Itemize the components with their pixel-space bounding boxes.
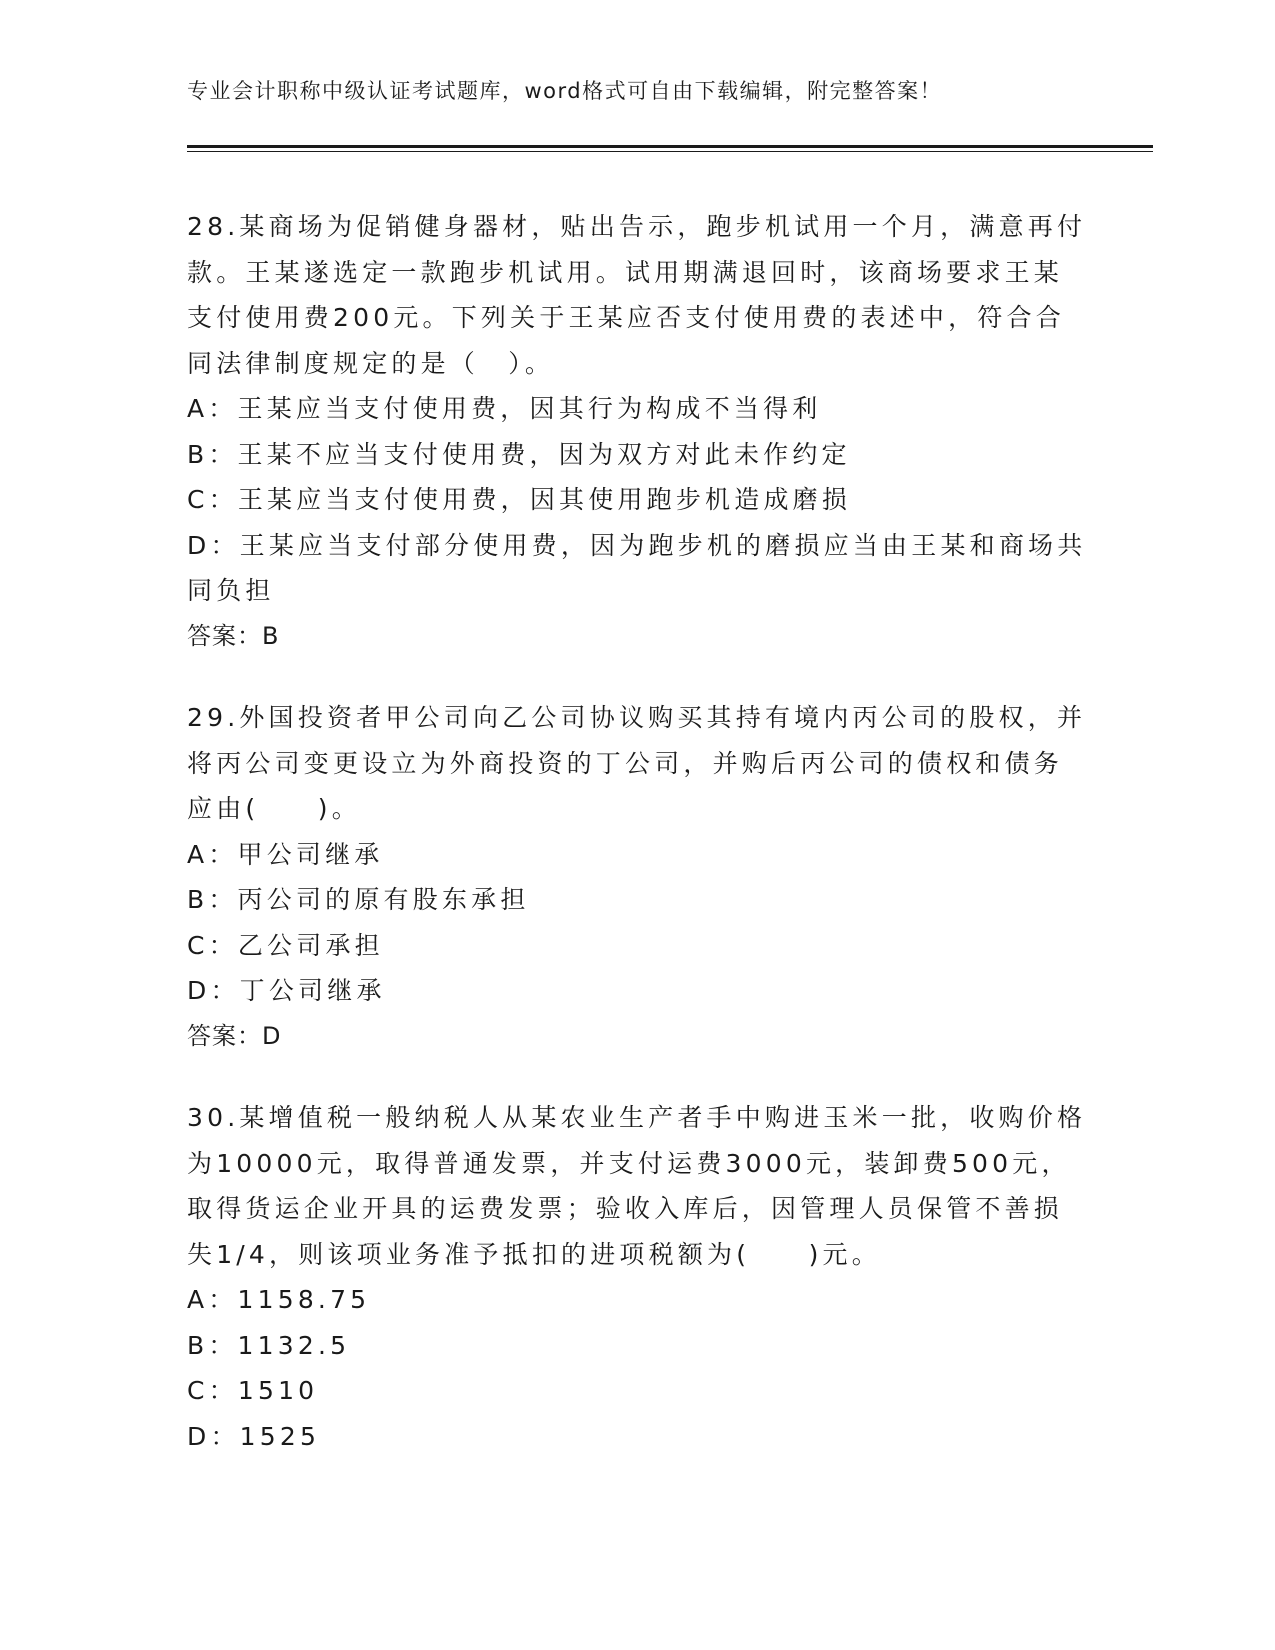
- question-stem: 29.外国投资者甲公司向乙公司协议购买其持有境内丙公司的股权，并将丙公司变更设立为外商投资的丁公司，并购后丙公司的债权和债务应由( )。: [187, 703, 1087, 823]
- option-b: B：丙公司的原有股东承担: [187, 885, 530, 914]
- answer: 答案：B: [187, 621, 280, 650]
- option-d: D：丁公司继承: [187, 976, 386, 1005]
- option-a: A：王某应当支付使用费，因其行为构成不当得利: [187, 394, 822, 423]
- option-c: C：王某应当支付使用费，因其使用跑步机造成磨损: [187, 485, 852, 514]
- question-list: [187, 204, 1087, 1495]
- option-c: C：乙公司承担: [187, 930, 384, 960]
- option-d: D：1525: [187, 1421, 321, 1451]
- answer: 答案：D: [187, 1021, 282, 1050]
- question-stem: 30.某增值税一般纳税人从某农业生产者手中购进玉米一批，收购价格为10000元，取得普通发票，并支付运费3000元，装卸费500元，取得货运企业开具的运费发票；验收入库后，因管理人员保管不善损失1/4，则该项业务准予抵扣的进项税额为( )元。: [187, 1103, 1087, 1269]
- document-header: 专业会计职称中级认证考试题库，word格式可自由下载编辑，附完整答案！: [187, 79, 943, 103]
- question-28: [187, 204, 1087, 659]
- header-divider-thin: [187, 151, 1153, 152]
- option-b: B：王某不应当支付使用费，因为双方对此未作约定: [187, 439, 851, 469]
- option-d: D：王某应当支付部分使用费，因为跑步机的磨损应当由王某和商场共同负担: [187, 530, 1087, 605]
- header-divider-thick: [187, 145, 1153, 148]
- question-30: [187, 1095, 1087, 1459]
- option-c: C：1510: [187, 1376, 319, 1405]
- option-a: A：1158.75: [187, 1285, 371, 1314]
- question-29: [187, 695, 1087, 1059]
- question-stem: 28.某商场为促销健身器材，贴出告示，跑步机试用一个月，满意再付款。王某遂选定一款跑步机试用。试用期满退回时，该商场要求王某支付使用费200元。下列关于王某应否支付使用费的表述中，符合合同法律制度规定的是（ ）。: [187, 212, 1087, 378]
- option-b: B：1132.5: [187, 1330, 351, 1360]
- option-a: A：甲公司继承: [187, 839, 384, 869]
